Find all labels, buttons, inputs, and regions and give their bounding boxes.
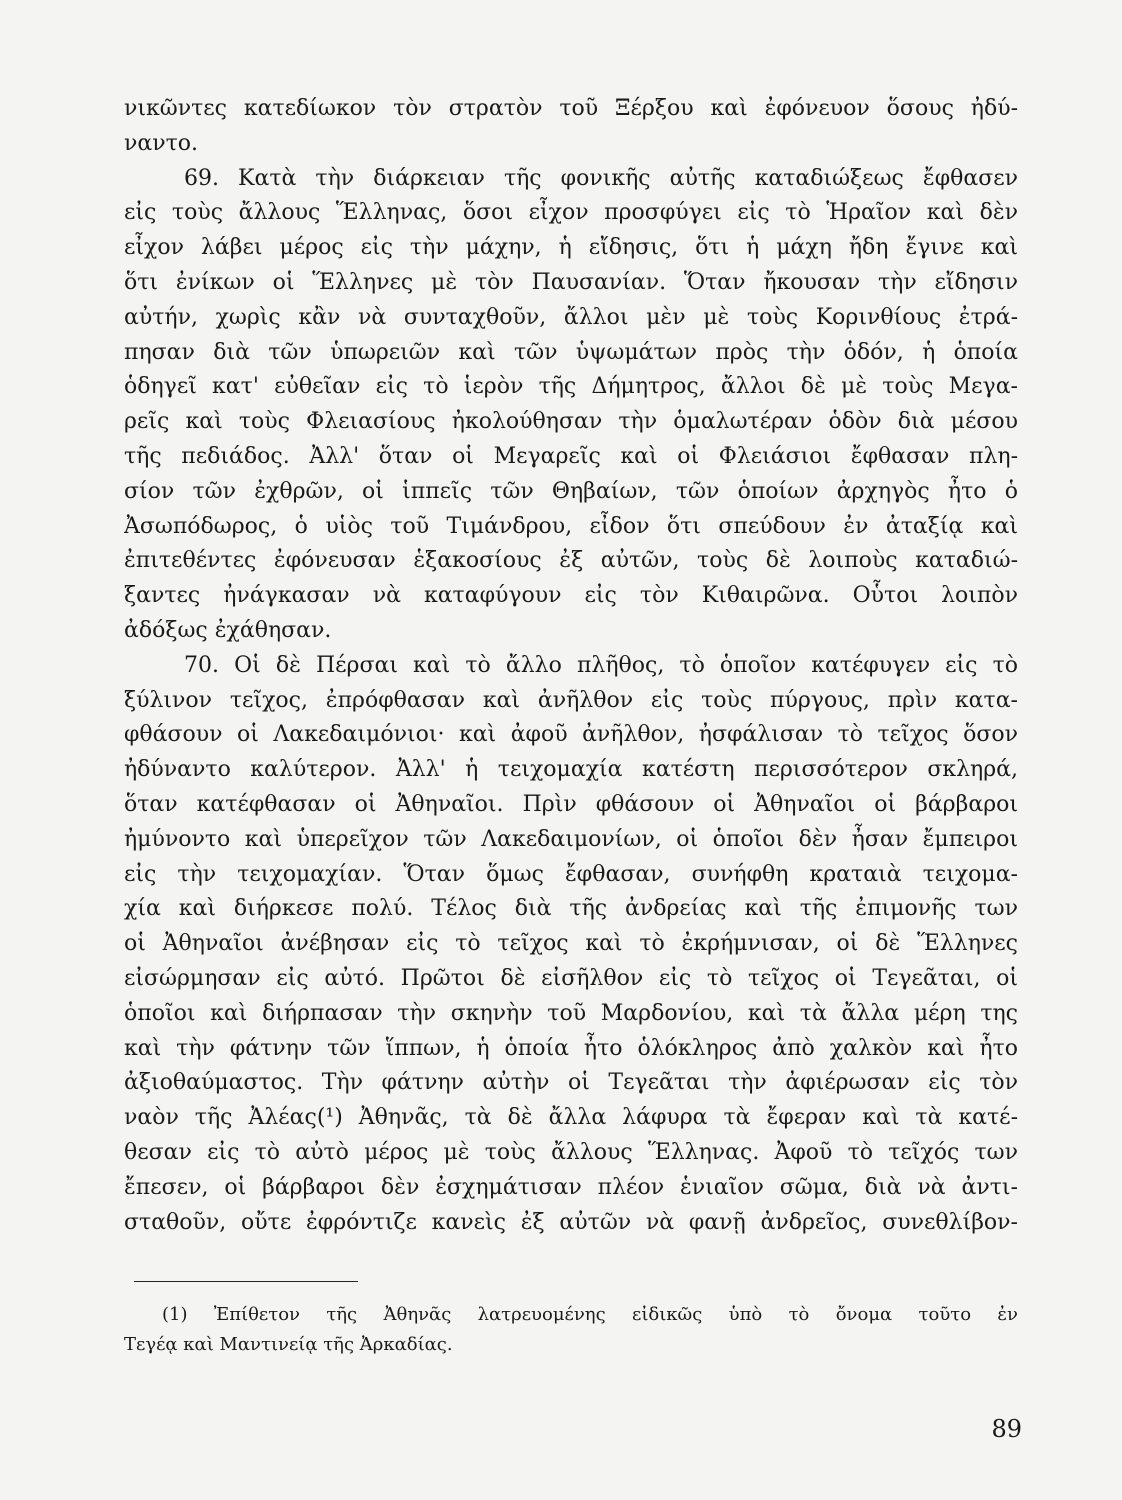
text-line: εἰσώρμησαν εἰς αὐτό. Πρῶτοι δὲ εἰσῆλθον εἰς τὸ τεῖχος οἱ Τεγεᾶται, οἱ	[124, 965, 1018, 991]
text-line: πησαν διὰ τῶν ὑπωρειῶν καὶ τῶν ὑψωμάτων πρὸς τὴν ὁδόν, ἡ ὁποία	[124, 339, 1018, 365]
text-line: αὐτήν, χωρὶς κἂν νὰ συνταχθοῦν, ἄλλοι μὲν μὲ τοὺς Κορινθίους ἐτρά-	[124, 304, 1018, 330]
text-line: ναντο.	[124, 130, 199, 156]
text-line: σταθοῦν, οὔτε ἐφρόντιζε κανεὶς ἐξ αὐτῶν νὰ φανῇ ἀνδρεῖος, συνεθλίβον-	[124, 1209, 1018, 1235]
page-number: 89	[991, 1415, 1022, 1443]
paragraph-69-start: 69. Κατὰ τὴν διάρκειαν τῆς φονικῆς αὐτῆς καταδιώξεως ἔφθασεν	[184, 165, 1018, 191]
text-line: ξαντες ἠνάγκασαν νὰ καταφύγουν εἰς τὸν Κιθαιρῶνα. Οὗτοι λοιπὸν	[124, 583, 1018, 609]
text-line: ναὸν τῆς Ἀλέας(¹) Ἀθηνᾶς, τὰ δὲ ἄλλα λάφυρα τὰ ἔφεραν καὶ τὰ κατέ-	[124, 1105, 1018, 1131]
text-line: ἠδύναντο καλύτερον. Ἀλλ' ἡ τειχομαχία κατέστη περισσότερον σκληρά,	[124, 757, 1018, 783]
text-line: τῆς πεδιάδος. Ἀλλ' ὅταν οἱ Μεγαρεῖς καὶ οἱ Φλειάσιοι ἔφθασαν πλη-	[124, 443, 1018, 469]
text-line: εἶχον λάβει μέρος εἰς τὴν μάχην, ἡ εἴδησις, ὅτι ἡ μάχη ἤδη ἔγινε καὶ	[124, 235, 1018, 261]
text-line: καὶ τὴν φάτνην τῶν ἵππων, ἡ ὁποία ἦτο ὁλόκληρος ἀπὸ χαλκὸν καὶ ἦτο	[124, 1035, 1018, 1061]
text-line: ἠμύνοντο καὶ ὑπερεῖχον τῶν Λακεδαιμονίων, οἱ ὁποῖοι δὲν ἦσαν ἔμπειροι	[124, 826, 1018, 852]
text-line: ὁποῖοι καὶ διήρπασαν τὴν σκηνὴν τοῦ Μαρδονίου, καὶ τὰ ἄλλα μέρη της	[124, 1000, 1018, 1026]
text-line: Ἀσωπόδωρος, ὁ υἱὸς τοῦ Τιμάνδρου, εἶδον ὅτι σπεύδουν ἐν ἀταξίᾳ καὶ	[124, 513, 1018, 539]
text-line: σίον τῶν ἐχθρῶν, οἱ ἱππεῖς τῶν Θηβαίων, τῶν ὁποίων ἀρχηγὸς ἦτο ὁ	[124, 478, 1018, 504]
footnotes	[124, 1300, 1018, 1360]
body-text	[124, 92, 1018, 1240]
text-line: ξύλινον τεῖχος, ἐπρόφθασαν καὶ ἀνῆλθον εἰς τοὺς πύργους, πρὶν κατα-	[124, 687, 1018, 713]
text-line: φθάσουν οἱ Λακεδαιμόνιοι· καὶ ἀφοῦ ἀνῆλθον, ἠσφάλισαν τὸ τεῖχος ὅσον	[124, 722, 1018, 748]
text-line: ἀδόξως ἐχάθησαν.	[124, 617, 332, 643]
text-line: ἀξιοθαύμαστος. Τὴν φάτνην αὐτὴν οἱ Τεγεᾶται τὴν ἀφιέρωσαν εἰς τὸν	[124, 1070, 1018, 1096]
footnote-line: (1) Ἐπίθετον τῆς Ἀθηνᾶς λατρευομένης εἰδικῶς ὑπὸ τὸ ὄνομα τοῦτο ἐν	[162, 1304, 1018, 1325]
footnote-line: Τεγέᾳ καὶ Μαντινείᾳ τῆς Ἀρκαδίας.	[124, 1334, 453, 1355]
text-line: νικῶντες κατεδίωκον τὸν στρατὸν τοῦ Ξέρξου καὶ ἐφόνευον ὅσους ἠδύ-	[124, 96, 1018, 121]
text-line: ὅταν κατέφθασαν οἱ Ἀθηναῖοι. Πρὶν φθάσουν οἱ Ἀθηναῖοι οἱ βάρβαροι	[124, 791, 1018, 817]
text-line: χία καὶ διήρκεσε πολύ. Τέλος διὰ τῆς ἀνδρείας καὶ τῆς ἐπιμονῆς των	[124, 896, 1018, 922]
text-line: ὅτι ἐνίκων οἱ Ἕλληνες μὲ τὸν Παυσανίαν. Ὅταν ἤκουσαν τὴν εἴδησιν	[124, 269, 1018, 295]
text-line: οἱ Ἀθηναῖοι ἀνέβησαν εἰς τὸ τεῖχος καὶ τὸ ἐκρήμνισαν, οἱ δὲ Ἕλληνες	[124, 931, 1018, 957]
text-line: ὁδηγεῖ κατ' εὐθεῖαν εἰς τὸ ἱερὸν τῆς Δήμητρος, ἄλλοι δὲ μὲ τοὺς Μεγα-	[124, 374, 1018, 400]
text-line: θεσαν εἰς τὸ αὐτὸ μέρος μὲ τοὺς ἄλλους Ἕλληνας. Ἀφοῦ τὸ τεῖχός των	[124, 1139, 1018, 1165]
text-line: ρεῖς καὶ τοὺς Φλειασίους ἠκολούθησαν τὴν ὁμαλωτέραν ὁδὸν διὰ μέσου	[124, 409, 1018, 435]
text-line: εἰς τὴν τειχομαχίαν. Ὅταν ὅμως ἔφθασαν, συνήφθη κραταιὰ τειχομα-	[124, 861, 1018, 887]
paragraph-70-start: 70. Οἱ δὲ Πέρσαι καὶ τὸ ἄλλο πλῆθος, τὸ ὁποῖον κατέφυγεν εἰς τὸ	[184, 652, 1018, 678]
footnote-rule	[134, 1281, 358, 1282]
text-line: ἐπιτεθέντες ἐφόνευσαν ἑξακοσίους ἐξ αὐτῶν, τοὺς δὲ λοιποὺς καταδιώ-	[124, 548, 1018, 574]
text-line: ἔπεσεν, οἱ βάρβαροι δὲν ἐσχημάτισαν πλέον ἑνιαῖον σῶμα, διὰ νὰ ἀντι-	[124, 1174, 1018, 1200]
text-line: εἰς τοὺς ἄλλους Ἕλληνας, ὅσοι εἶχον προσφύγει εἰς τὸ Ἡραῖον καὶ δὲν	[124, 200, 1018, 226]
